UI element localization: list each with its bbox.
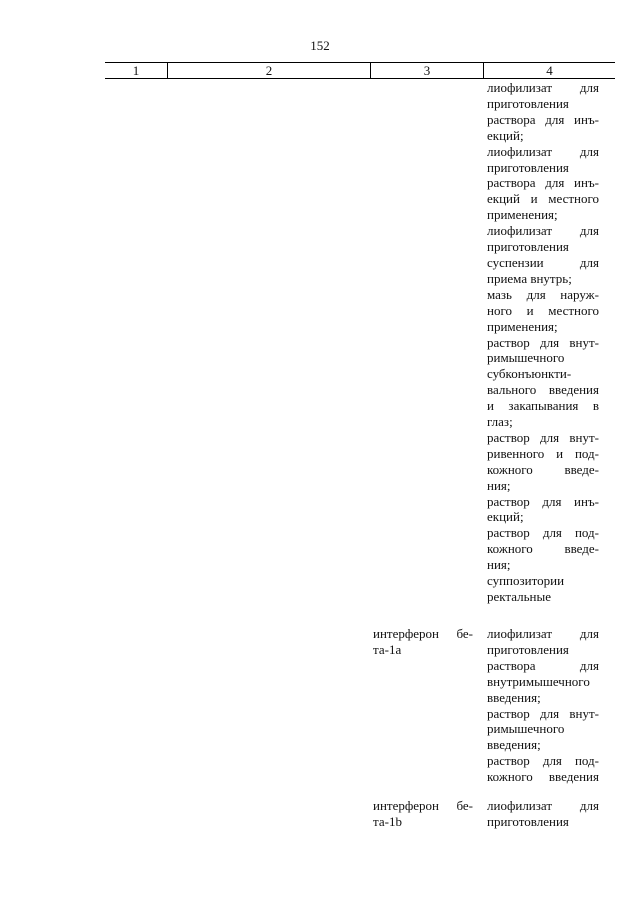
text-line: глаз; — [487, 414, 513, 430]
table-header-row — [105, 62, 615, 79]
text-line: лиофилизат для — [487, 798, 599, 813]
text-line: мазь для наруж- — [487, 286, 599, 302]
dosage-forms-block-3 — [487, 798, 599, 830]
text-line: римышечного — [487, 350, 565, 366]
text-line: и закапывания в — [487, 398, 599, 414]
text-line: раствор для внут- — [487, 334, 599, 350]
text-line: кожного введе- — [487, 461, 599, 477]
text-line: интерферон бе- — [373, 798, 473, 813]
text-line: екций; — [487, 509, 524, 525]
text-line: приготовления — [487, 159, 569, 175]
text-line: та-1a — [373, 641, 402, 657]
text-line: раствор для под- — [487, 753, 599, 769]
text-line: лиофилизат для — [487, 223, 599, 239]
dosage-forms-block-1 — [487, 80, 599, 605]
text-line: ректальные — [487, 589, 552, 604]
drug-name-interferon-beta-1a — [373, 626, 473, 658]
header-col-1: 1 — [132, 63, 140, 78]
text-line: раствора для инъ- — [487, 111, 599, 127]
text-line: кожного введе- — [487, 541, 599, 557]
text-line: суппозитории — [487, 573, 565, 589]
text-line: екций и местного — [487, 191, 599, 207]
text-line: ного и местного — [487, 302, 599, 318]
header-col-2: 2 — [265, 63, 273, 78]
text-line: применения; — [487, 318, 558, 334]
text-line: интерферон бе- — [373, 626, 473, 641]
text-line: приема внутрь; — [487, 270, 572, 286]
text-line: римышечного — [487, 721, 565, 737]
page-number: 152 — [310, 38, 330, 53]
text-line: раствор для инъ- — [487, 493, 599, 509]
text-line: приготовления — [487, 641, 569, 657]
text-line: раствора для — [487, 657, 599, 673]
text-line: раствор для под- — [487, 525, 599, 541]
text-line: применения; — [487, 207, 558, 223]
text-line: раствор для внут- — [487, 429, 599, 445]
text-line: приготовления — [487, 239, 569, 255]
header-col-3: 3 — [423, 63, 431, 78]
dosage-forms-block-2 — [487, 626, 599, 785]
drug-name-interferon-beta-1b — [373, 798, 473, 830]
text-line: ния; — [487, 477, 511, 493]
text-line: введения; — [487, 737, 541, 753]
text-line: внутримышечного — [487, 673, 590, 689]
text-line: суспензии для — [487, 254, 599, 270]
text-line: кожного введения — [487, 769, 599, 785]
text-line: раствора для инъ- — [487, 175, 599, 191]
text-line: введения; — [487, 689, 541, 705]
text-line: та-1b — [373, 813, 402, 829]
text-line: субконъюнкти- — [487, 366, 572, 382]
text-line: ривенного и под- — [487, 445, 599, 461]
text-line: вального введения — [487, 382, 599, 398]
text-line: ния; — [487, 557, 511, 573]
text-line: лиофилизат для — [487, 80, 599, 95]
text-line: приготовления — [487, 813, 569, 829]
text-line: лиофилизат для — [487, 626, 599, 641]
text-line: екций; — [487, 127, 524, 143]
text-line: лиофилизат для — [487, 143, 599, 159]
text-line: приготовления — [487, 95, 569, 111]
text-line: раствор для внут- — [487, 705, 599, 721]
header-col-4: 4 — [546, 63, 553, 78]
